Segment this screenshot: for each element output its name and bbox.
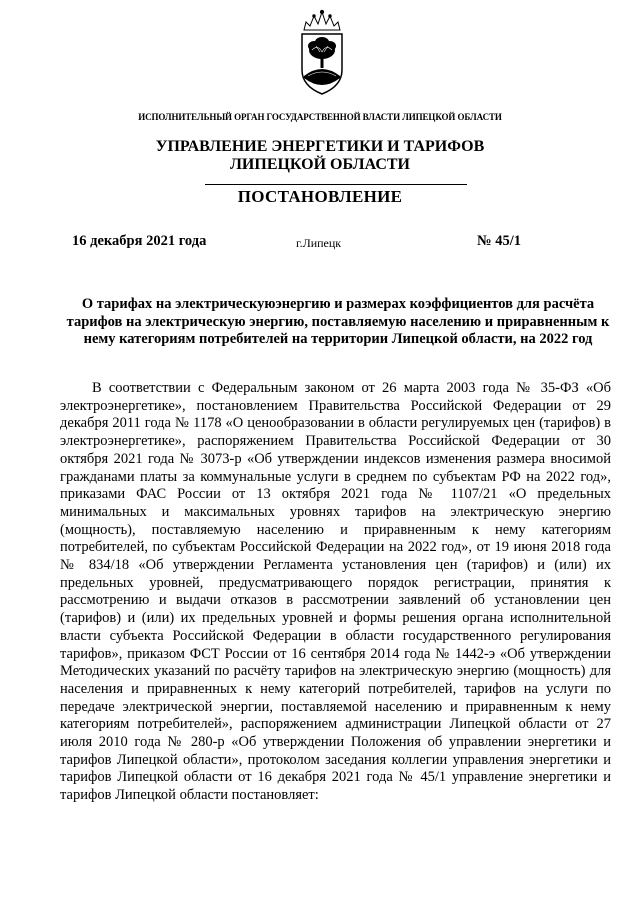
document-number: № 45/1 xyxy=(477,233,521,249)
document-date: 16 декабря 2021 года xyxy=(72,233,207,249)
department-name xyxy=(0,138,640,174)
header-divider xyxy=(205,184,467,185)
document-title: О тарифах на электрическуюэнергию и размерах коэффициентов для расчёта тарифов на электрическую энергию, поставляемую населению и приравненным к нему категориям потребителей на территории Липецкой области, на 2022 год xyxy=(66,296,610,347)
department-name-line2: ЛИПЕЦКОЙ ОБЛАСТИ xyxy=(230,156,410,173)
document-body: В соответствии с Федеральным законом от 26 марта 2003 года № 35-ФЗ «Об электроэнергетике», постановлением Правительства Российской Федерации от 29 декабря 2011 года № 1178 «О ценообразовании в области регулируемых цен (тарифов) в электроэнергетике», распоряжением Правительства Российской Федерации от 30 октября 2021 года № 3073-р «Об утверждении индексов изменения размера вносимой гражданами платы за коммунальные услуги в среднем по субъектам РФ на 2022 год», приказами ФАС России от 13 октября 2021 года № 1107/21 «О предельных минимальных и максимальных уровнях тарифов на электрическую энергию (мощность), поставляемую населению и приравненным к нему категориям потребителей, по субъектам Российской Федерации на 2022 год», от 19 июня 2018 года № 834/18 «Об утверждении Регламента установления цен (тарифов) и (или) их предельных уровней, предусматривающего порядок регистрации, принятия к рассмотрению и выдачи отказов в рассмотрении заявлений об установлении цен (тарифов) и (или) их предельных уровней и формы решения органа исполнительной власти субъекта Российской Федерации в области государственного регулирования тарифов», приказом ФСТ России от 16 сентября 2014 года № 1442-э «Об утверждении Методических указаний по расчёту тарифов на электрическую энергию (мощность) для населения и приравненных к нему категорий потребителей, тарифов на услуги по передаче электрической энергии, поставляемой населению и приравненным к нему категориям потребителей», распоряжением администрации Липецкой области от 27 июля 2010 года № 280-р «Об утверждении Положения об управлении энергетики и тарифов Липецкой области», протоколом заседания коллегии управления энергетики и тарифов Липецкой области от 16 декабря 2021 года № 45/1 управление энергетики и тарифов Липецкой области постановляет: xyxy=(60,380,611,804)
document-city: г.Липецк xyxy=(296,236,342,250)
authority-name: ИСПОЛНИТЕЛЬНЫЙ ОРГАН ГОСУДАРСТВЕННОЙ ВЛАСТИ ЛИПЕЦКОЙ ОБЛАСТИ xyxy=(138,112,502,122)
department-name-line1: УПРАВЛЕНИЕ ЭНЕРГЕТИКИ И ТАРИФОВ xyxy=(155,138,485,155)
document-type: ПОСТАНОВЛЕНИЕ xyxy=(237,187,403,206)
lipetsk-coat-of-arms-icon xyxy=(294,8,350,98)
